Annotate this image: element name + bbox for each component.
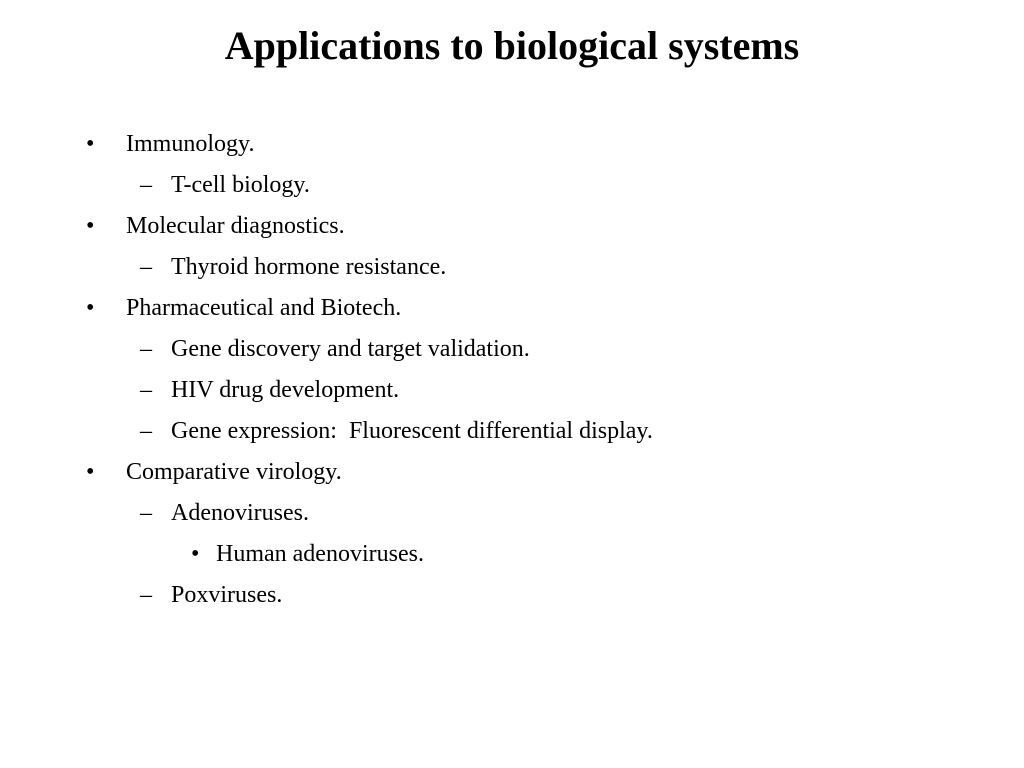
sub-item-text: Adenoviruses.: [171, 500, 309, 526]
bullet-item-molecular-diagnostics: [0, 206, 1024, 247]
bullet-marker: •: [86, 295, 95, 321]
bullet-text: Immunology.: [126, 131, 255, 157]
sub-sub-item-text: Human adenoviruses.: [216, 541, 424, 567]
sub-sub-item-human-adenoviruses: [0, 534, 1024, 575]
bullet-marker: •: [86, 131, 95, 157]
sub-item-gene-discovery: [0, 329, 1024, 370]
bullet-item-pharmaceutical-biotech: [0, 288, 1024, 329]
sub-item-text: T-cell biology.: [171, 172, 310, 198]
sub-item-adenoviruses: [0, 493, 1024, 534]
bullet-item-comparative-virology: [0, 452, 1024, 493]
sub-item-text: Poxviruses.: [171, 582, 283, 608]
sub-item-text: Gene expression: Fluorescent differential display.: [171, 418, 653, 444]
sub-item-poxviruses: [0, 575, 1024, 616]
dash-marker: –: [140, 336, 152, 362]
sub-item-t-cell-biology: [0, 165, 1024, 206]
bullet-marker: •: [191, 541, 200, 567]
bullet-marker: •: [86, 459, 95, 485]
dash-marker: –: [140, 254, 152, 280]
sub-item-text: Gene discovery and target validation.: [171, 336, 530, 362]
dash-marker: –: [140, 418, 152, 444]
bullet-text: Comparative virology.: [126, 459, 342, 485]
bullet-list: [0, 124, 1024, 616]
sub-item-gene-expression: [0, 411, 1024, 452]
dash-marker: –: [140, 172, 152, 198]
bullet-text: Molecular diagnostics.: [126, 213, 345, 239]
slide-title: Applications to biological systems: [224, 23, 800, 68]
bullet-text: Pharmaceutical and Biotech.: [126, 295, 402, 321]
sub-item-thyroid-hormone-resistance: [0, 247, 1024, 288]
dash-marker: –: [140, 500, 152, 526]
dash-marker: –: [140, 377, 152, 403]
bullet-item-immunology: [0, 124, 1024, 165]
sub-item-hiv-drug-development: [0, 370, 1024, 411]
dash-marker: –: [140, 582, 152, 608]
sub-item-text: HIV drug development.: [171, 377, 400, 403]
sub-item-text: Thyroid hormone resistance.: [171, 254, 447, 280]
bullet-marker: •: [86, 213, 95, 239]
